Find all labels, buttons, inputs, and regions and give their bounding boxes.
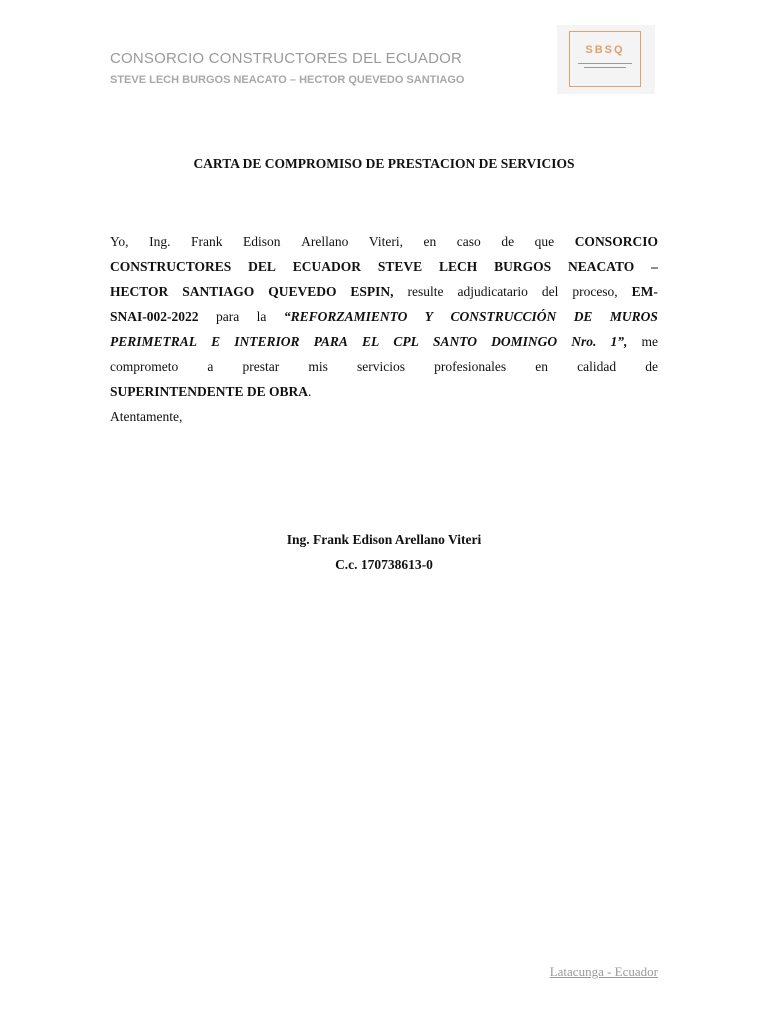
body-line-2: CONSTRUCTORES DEL ECUADOR STEVE LECH BURGOS NEACATO – bbox=[110, 259, 658, 274]
body-line-5: PERIMETRAL E INTERIOR PARA EL CPL SANTO DOMINGO Nro. 1”, me bbox=[110, 334, 658, 349]
company-logo bbox=[557, 25, 655, 94]
header-partners: STEVE LECH BURGOS NEACATO – HECTOR QUEVEDO SANTIAGO bbox=[110, 74, 465, 86]
logo-line bbox=[584, 67, 626, 68]
logo-line bbox=[578, 63, 632, 64]
logo-text: SBSQ bbox=[585, 44, 625, 56]
body-line-4: SNAI-002-2022 para la “REFORZAMIENTO Y CONSTRUCCIÓN DE MUROS bbox=[110, 309, 658, 324]
header-company: CONSORCIO CONSTRUCTORES DEL ECUADOR bbox=[110, 50, 463, 67]
letter-body bbox=[110, 229, 658, 429]
document-title: CARTA DE COMPROMISO DE PRESTACION DE SERVICIOS bbox=[193, 156, 575, 171]
signature-name: Ing. Frank Edison Arellano Viteri bbox=[286, 532, 482, 547]
body-line-1: Yo, Ing. Frank Edison Arellano Viteri, en caso de que CONSORCIO bbox=[110, 234, 658, 249]
signature-id: C.c. 170738613-0 bbox=[335, 557, 433, 572]
logo-frame bbox=[569, 31, 641, 87]
body-line-7: SUPERINTENDENTE DE OBRA. bbox=[110, 384, 312, 399]
footer-location: Latacunga - Ecuador bbox=[549, 964, 658, 979]
body-line-3: HECTOR SANTIAGO QUEVEDO ESPIN, resulte adjudicatario del proceso, EM- bbox=[110, 284, 658, 299]
closing-text: Atentamente, bbox=[110, 409, 183, 424]
body-line-6: comprometo a prestar mis servicios profesionales en calidad de bbox=[110, 359, 658, 374]
